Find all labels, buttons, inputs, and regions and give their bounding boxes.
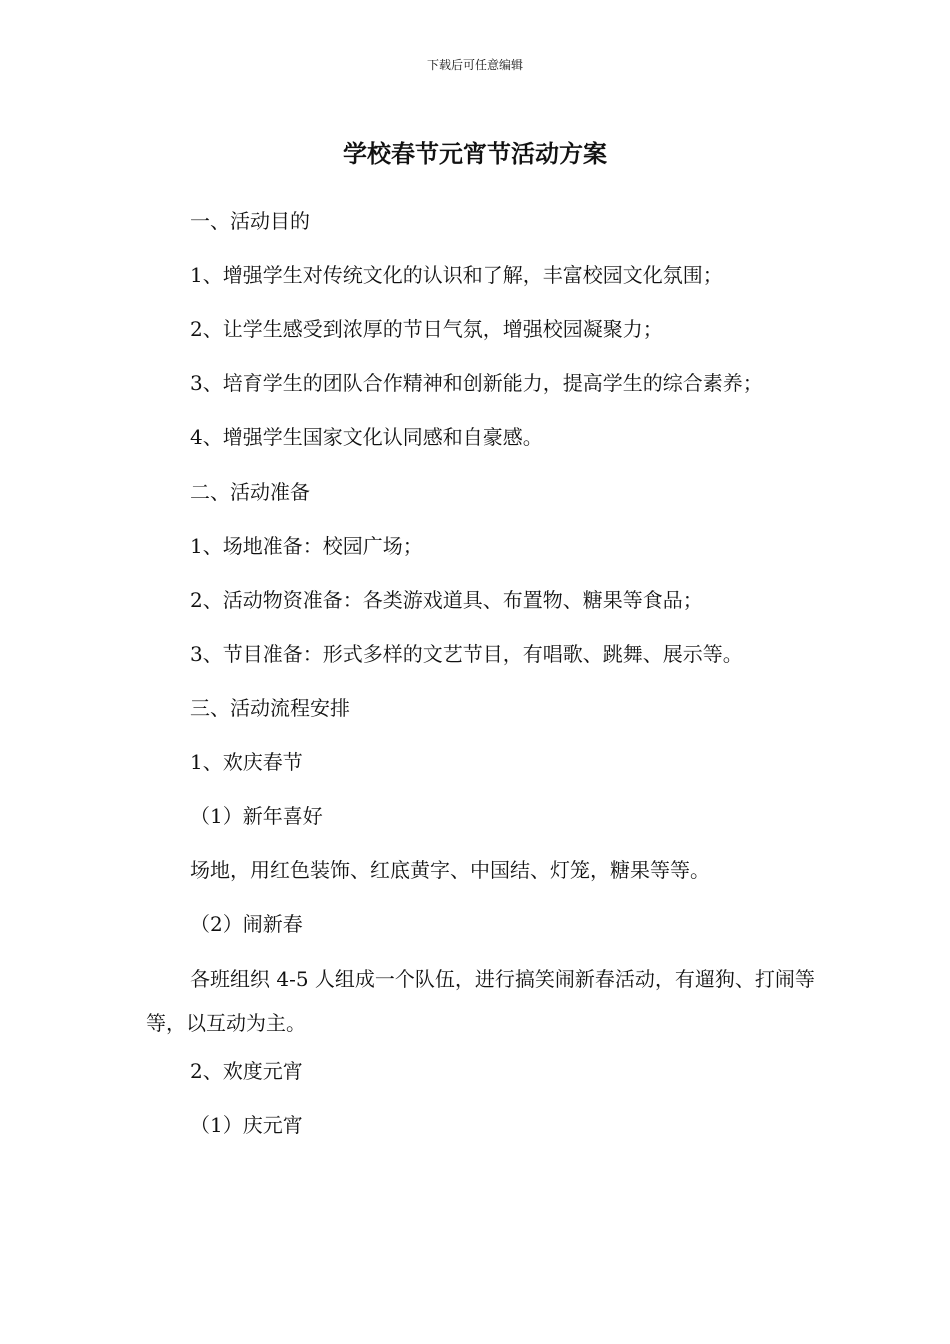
section-heading-schedule: 三、活动流程安排: [190, 696, 350, 720]
subitem-celebrate-spring: （2）闹新春: [190, 912, 303, 936]
preparation-item-2: 2、活动物资准备：各类游戏道具、布置物、糖果等食品；: [190, 588, 703, 612]
preparation-item-3: 3、节目准备：形式多样的文艺节目，有唱歌、跳舞、展示等。: [190, 642, 743, 666]
subitem-lantern-celebration: （1）庆元宵: [190, 1113, 303, 1137]
paragraph-team-activity: 各班组织 4-5 人组成一个队伍，进行搞笑闹新春活动，有遛狗、打闹等等，以互动为主。: [146, 967, 815, 1035]
subitem-new-year: （1）新年喜好: [190, 804, 323, 828]
schedule-item-spring-festival: 1、欢庆春节: [190, 750, 303, 774]
section-heading-preparation: 二、活动准备: [190, 480, 310, 504]
preparation-item-1: 1、场地准备：校园广场；: [190, 534, 423, 558]
objective-item-4: 4、增强学生国家文化认同感和自豪感。: [190, 425, 543, 449]
objective-item-1: 1、增强学生对传统文化的认识和了解，丰富校园文化氛围；: [190, 263, 723, 287]
schedule-item-lantern-festival: 2、欢度元宵: [190, 1059, 303, 1083]
document-title: 学校春节元宵节活动方案: [343, 140, 607, 168]
download-note: 下载后可任意编辑: [426, 58, 523, 72]
paragraph-venue-decoration: 场地，用红色装饰、红底黄字、中国结、灯笼，糖果等等。: [190, 858, 710, 882]
objective-item-2: 2、让学生感受到浓厚的节日气氛，增强校园凝聚力；: [190, 317, 663, 341]
section-heading-objectives: 一、活动目的: [190, 209, 310, 233]
objective-item-3: 3、培育学生的团队合作精神和创新能力，提高学生的综合素养；: [190, 371, 763, 395]
